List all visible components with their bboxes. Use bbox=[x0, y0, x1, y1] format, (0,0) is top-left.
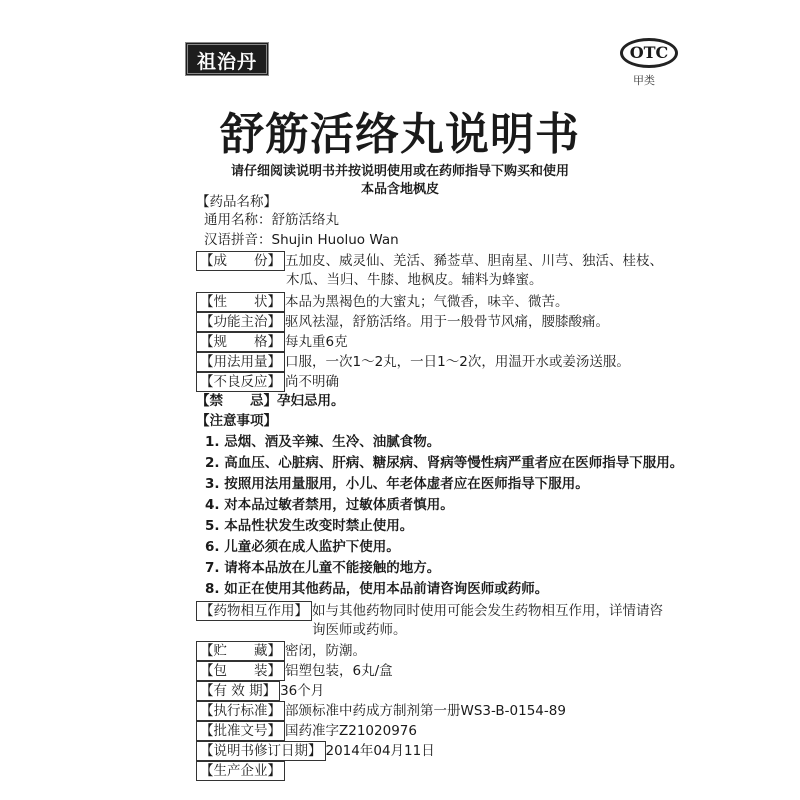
precaution-item: 7. 请将本品放在儿童不能接触的地方。 bbox=[205, 560, 441, 576]
validity-value: 36个月 bbox=[280, 683, 325, 699]
character-row bbox=[196, 292, 569, 312]
ingredients-label: 【成 份】 bbox=[196, 251, 285, 271]
adverse-label: 【不良反应】 bbox=[196, 372, 285, 392]
precautions-header: 【注意事项】 bbox=[196, 413, 277, 429]
validity-row bbox=[196, 681, 324, 701]
spec-row bbox=[196, 332, 348, 352]
precaution-item: 2. 高血压、心脏病、肝病、糖尿病、肾病等慢性病严重者应在医师指导下服用。 bbox=[205, 455, 684, 471]
precaution-item: 5. 本品性状发生改变时禁止使用。 bbox=[205, 518, 414, 534]
standard-value: 部颁标准中药成方制剂第一册WS3-B-0154-89 bbox=[285, 703, 566, 719]
usage-value: 口服，一次1～2丸，一日1～2次，用温开水或姜汤送服。 bbox=[285, 354, 630, 370]
adverse-value: 尚不明确 bbox=[285, 374, 339, 390]
precaution-item: 8. 如正在使用其他药品，使用本品前请咨询医师或药师。 bbox=[205, 581, 549, 597]
reading-notice: 请仔细阅读说明书并按说明使用或在药师指导下购买和使用 bbox=[230, 164, 569, 179]
ingredients-line1: 五加皮、威灵仙、羌活、豨莶草、胆南星、川芎、独活、桂枝、 bbox=[285, 253, 663, 269]
storage-label: 【贮 藏】 bbox=[196, 641, 285, 661]
adverse-row bbox=[196, 372, 339, 392]
package-row bbox=[196, 661, 393, 681]
pinyin-label: 汉语拼音： bbox=[204, 232, 272, 248]
usage-row bbox=[196, 352, 630, 372]
standard-label: 【执行标准】 bbox=[196, 701, 285, 721]
package-value: 铝塑包装，6丸/盒 bbox=[285, 663, 393, 679]
interaction-line2: 询医师或药师。 bbox=[312, 622, 407, 638]
precaution-item: 3. 按照用法用量服用，小儿、年老体虚者应在医师指导下服用。 bbox=[205, 476, 589, 492]
otc-badge: OTC bbox=[620, 38, 678, 68]
generic-name-row bbox=[196, 211, 339, 229]
spec-label: 【规 格】 bbox=[196, 332, 285, 352]
revision-row bbox=[196, 741, 435, 761]
spec-value: 每丸重6克 bbox=[285, 334, 348, 350]
indication-row bbox=[196, 312, 609, 332]
generic-name-label: 通用名称： bbox=[204, 212, 272, 228]
validity-label: 【有 效 期】 bbox=[196, 681, 280, 701]
ingredients-row bbox=[196, 251, 663, 271]
generic-name-value: 舒筋活络丸 bbox=[271, 212, 339, 228]
pinyin-value: Shujin Huoluo Wan bbox=[271, 232, 399, 248]
indication-label: 【功能主治】 bbox=[196, 312, 285, 332]
drug-name-header: 【药品名称】 bbox=[196, 194, 277, 210]
character-value: 本品为黑褐色的大蜜丸；气微香，味辛、微苦。 bbox=[285, 294, 569, 310]
approval-label: 【批准文号】 bbox=[196, 721, 285, 741]
precaution-item: 4. 对本品过敏者禁用，过敏体质者慎用。 bbox=[205, 497, 454, 513]
ingredients-line2: 木瓜、当归、牛膝、地枫皮。辅料为蜂蜜。 bbox=[286, 272, 543, 288]
contra-row bbox=[196, 392, 345, 410]
ingredient-notice: 本品含地枫皮 bbox=[360, 182, 439, 197]
approval-row bbox=[196, 721, 417, 741]
approval-value: 国药准字Z21020976 bbox=[285, 723, 417, 739]
interaction-row bbox=[196, 601, 663, 621]
revision-label: 【说明书修订日期】 bbox=[196, 741, 326, 761]
revision-value: 2014年04月11日 bbox=[325, 743, 435, 759]
pinyin-row bbox=[196, 231, 399, 249]
brand-logo: 祖治丹 bbox=[185, 42, 269, 76]
contra-label: 【禁 忌】 bbox=[196, 393, 277, 409]
indication-value: 驱风祛湿，舒筋活络。用于一般骨节风痛，腰膝酸痛。 bbox=[285, 314, 609, 330]
precaution-item: 6. 儿童必须在成人监护下使用。 bbox=[205, 539, 400, 555]
precaution-item: 1. 忌烟、酒及辛辣、生冷、油腻食物。 bbox=[205, 434, 441, 450]
package-label: 【包 装】 bbox=[196, 661, 285, 681]
interaction-line1: 如与其他药物同时使用可能会发生药物相互作用，详情请咨 bbox=[312, 603, 663, 619]
interaction-label: 【药物相互作用】 bbox=[196, 601, 312, 621]
storage-value: 密闭，防潮。 bbox=[285, 643, 366, 659]
document-title: 舒筋活络丸说明书 bbox=[220, 109, 580, 160]
otc-class-label: 甲类 bbox=[633, 74, 655, 87]
usage-label: 【用法用量】 bbox=[196, 352, 285, 372]
standard-row bbox=[196, 701, 566, 721]
contra-value: 孕妇忌用。 bbox=[277, 393, 345, 409]
character-label: 【性 状】 bbox=[196, 292, 285, 312]
storage-row bbox=[196, 641, 366, 661]
manufacturer-header: 【生产企业】 bbox=[196, 761, 285, 781]
